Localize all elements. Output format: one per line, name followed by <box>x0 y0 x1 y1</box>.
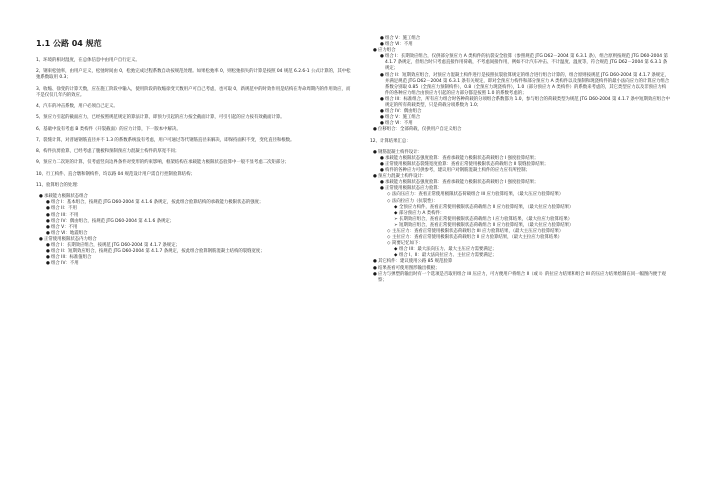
bullet-icon: ● <box>46 200 50 206</box>
bullet-icon: ● <box>46 230 50 236</box>
list-item-text: 位移组合：全部荷载，仅供用户自定义组合 <box>378 127 462 133</box>
list-item-text: 组合 IV：偶由组合，按规范 JTG D60-2004 第 4.1.6 条规定； <box>51 218 175 224</box>
bullet-icon: ➢ <box>394 222 398 228</box>
section-title: 1.1 公路 04 规范 <box>36 39 102 48</box>
list-item-text: 组合 III：最大法向压力、最大主压应力需要满足； <box>399 247 497 253</box>
bullet-icon: ◇ <box>387 241 391 247</box>
list-item <box>370 73 670 97</box>
list-item-text: 法向拉应力（抗裂性）： <box>392 198 439 204</box>
right-combination-list <box>370 36 670 134</box>
paragraph: 7、裂缝计算，对普通钢筋直径并不 1.3 的系数系统没有考虑，用户可通过等代钢筋直径来解决，即保持面积不变，变化直径和根数。 <box>36 137 295 143</box>
bullet-icon: ◇ <box>387 235 391 241</box>
list-item-text: 组合 I：长期效应组合，仅供部分预应力 A 类构件的抗裂安全验算（参照规范 JTG D62－2004 第 6.3.1 条），组合原则按规范 JTG D60-2004 第 4.1.7 条规定，但组合时只考虑直接作用荷载，不考虑间接作用，例如不计汽车冲击、不计温度、温度等，符合规范 JTG D62－2004 第 6.3.1 条规定； <box>385 54 668 72</box>
list-item-text: 结果查看可使用图形输出模板； <box>378 265 440 271</box>
bullet-icon: ● <box>46 212 50 218</box>
bullet-icon: ● <box>46 249 50 255</box>
bullet-icon: ➢ <box>394 216 398 222</box>
left-column <box>36 38 354 267</box>
list-item-text: 简要记忆如下： <box>392 241 423 247</box>
list-item-text: 组合 I：基本组合，按规范 JTG D60-2004 第 4.1.6 条规定，按此组合验算结构的承载能力极限状态的强度； <box>51 200 264 206</box>
bullet-icon: ● <box>380 180 384 186</box>
bullet-icon: ● <box>380 168 384 174</box>
bullet-icon: ● <box>380 121 384 127</box>
bullet-icon: ◆ <box>394 210 398 216</box>
bullet-icon: ● <box>380 161 384 167</box>
list-item-text: 应力与弹塑的输出时有一个选项是否取用组合 III 压应力，可方便用户将组合 II（或 I）的拉应力结果和组合 III 的压应力结果绘制在同一幅图内便于观察； <box>378 271 666 283</box>
bullet-icon: ● <box>46 218 50 224</box>
bullet-icon: ● <box>373 149 377 155</box>
list-item-text: 长期效应组合，查看正常使用极限状态荷载组合 I 应力验算结果，（最大拉应力验算结果） <box>399 216 573 222</box>
bullet-icon: ◇ <box>387 198 391 204</box>
list-item-text: 组合 IV：偶由组合 <box>385 109 422 115</box>
list-item-text: 组合 II：短期效应组合，对预应力混凝土构件进行是按照抗裂验算规定的组合进行组合计算的，组合原则按规范 JTG D60-2004 第 4.1.7 条规定，并满足规范 JTG D62－2004 第 6.3.1 条有关规定，即对全预应力构件和部分预应力 A 类构件以及预制和现浇构件的最小法向应力的计算应力组合系数分别取 0.85（全预应力预制构件），0.8（全预应力现浇构件），1.0（部分预应力 A 类构件）的系数来考虑的，其它类型应力以及非预应力构件的各种应力组合由预应力引起的应力部分都是按照 1.0 的系数考虑的； <box>385 72 670 96</box>
list-item-text: 组合 I、II：最大法向拉应力、主拉应力需要满足； <box>399 253 497 259</box>
bullet-icon: ● <box>373 265 377 271</box>
left-combination-list <box>36 194 354 267</box>
bullet-icon: ◆ <box>394 204 398 210</box>
list-item-text: 全预应力构件，查看正常使用极限状态荷载组合 II 应力验算结果，（最大拉应力验算结果） <box>399 204 574 210</box>
paragraph: 11、验算组合的处理： <box>36 183 82 188</box>
bullet-icon: ● <box>380 186 384 192</box>
list-item <box>36 261 354 267</box>
list-item-text: 组合 I：长期效应组合，按规范 JTG D60-2004 第 4.1.7 条规定； <box>51 243 180 249</box>
bullet-icon: ● <box>39 194 43 200</box>
bullet-icon: ◆ <box>394 247 398 253</box>
bullet-icon: ● <box>380 96 384 102</box>
paragraph: 2、钢束松弛率，由用户定义，松弛时间由 0，松弛完成过程系数自动按规范处理。如果松弛率 0，则松弛损失的计算是按照 04 规范 6.2.6-1 公式计算的，其中松弛系数取用 0.3； <box>36 69 351 81</box>
list-item-text: 钢筋混凝土构件设计： <box>378 149 422 155</box>
right-column <box>370 36 670 284</box>
list-item-text: 组合 IV：不用 <box>51 261 79 267</box>
list-item-text: 预应力混凝土构件设计： <box>378 174 427 180</box>
bullet-icon: ● <box>380 155 384 161</box>
bullet-icon: ● <box>46 243 50 249</box>
bullet-icon: ● <box>380 115 384 121</box>
paragraph: 5、预应力引起的截面应力，已经按照规范规定的算法计算，即预力引起的应力按全截面计算，可引引起的应力按有效截面计算。 <box>36 115 285 121</box>
list-item-text: 主压应力：查看正常使用极限状态荷载组合 III 应力验算结果，（最大主压应力验算结果） <box>392 229 564 234</box>
list-item-text: 应力组合 <box>378 48 396 54</box>
list-item-text: 组合 V：施工组合 <box>385 36 421 41</box>
paragraph: 9、预应力二次矩的计算，仅考虑竖向边界条件对变形的约束影响，框架结构在承载能力极限状态验算中一般不显考虑二次矩部分； <box>36 160 290 166</box>
list-item-text: 正常使用极限状态裂缝宽度验算：查看正常使用极限状态荷载组合 II 裂缝验算结果； <box>385 161 549 167</box>
list-item-text: 承载能力极限状态强度验算：查看承载能力极限状态荷载组合 I 强度验算结果； <box>385 180 539 186</box>
bullet-icon: ● <box>373 127 377 133</box>
results-heading: 12、计算结果汇总： <box>370 138 411 144</box>
list-item <box>370 127 670 133</box>
bullet-icon: ● <box>380 42 384 48</box>
bullet-icon: ● <box>46 255 50 261</box>
paragraph: 10、行工构件、直合墩和钢构件，均以路 04 规范设计用户需自行控制验算结构； <box>36 171 195 177</box>
results-list <box>370 150 670 284</box>
list-item-text: 组合 VI：不用 <box>385 121 413 127</box>
list-item <box>370 97 670 109</box>
paragraph: 3、收缩、徐变的计算天数，应在施工阶段中输入，使用阶段的收缩徐变天数用户可自己考虑，也可取 0，新规范中的时效作用是结构在寿命周期内的作用效应，而不是仅仅几年内的效应。 <box>36 86 351 98</box>
list-item-text: 正常使用极限状态应力验算： <box>385 186 443 192</box>
bullet-icon: ● <box>380 109 384 115</box>
list-item-text: 组合 VI：地震组合 <box>51 230 88 236</box>
list-item-text: 短期效应组合，查看正常使用极限状态荷载组合 II 应力验算结果，（最大拉应力验算结果） <box>399 222 574 228</box>
list-item-text: 组合 V：施工组合 <box>385 115 421 121</box>
list-item-text: 组合 II：短期效应组合，按规范 JTG D60-2004 第 4.1.7 条规定，按此组合验算钢筋混凝土结构的裂缝宽度； <box>51 249 265 255</box>
list-item-text: 组合 III：标准组合，所有应力组合时各种荷载的分项组合系数都为 1.0，参与组合的荷载类型为规范 JTG D60-2004 第 4.1.7 条中短期效应组合中规定的所有荷载类型，只是荷载分项系数为 1.0； <box>385 96 670 109</box>
bullet-icon: ● <box>373 48 377 54</box>
bullet-icon: ● <box>39 236 43 242</box>
bullet-icon: ● <box>380 54 384 60</box>
bullet-icon: ◇ <box>387 192 391 198</box>
list-item-text: 组合 II：不用 <box>51 206 77 212</box>
list-item-text: 主拉应力：查看正常使用极限状态荷载组合 II 应力验算结果，（最大主拉应力验算结果） <box>392 235 563 241</box>
paragraph: 6、基础中没有考虑 B 类构件（开裂截面）的应力计算，下一版本中解决。 <box>36 126 181 132</box>
bullet-icon: ● <box>380 36 384 41</box>
bullet-icon: ● <box>373 259 377 265</box>
list-item-text: 承载能力极限状态强度验算：查看承载能力极限状态荷载组合 I 强度验算结果； <box>385 155 539 161</box>
list-item-text: 组合 V：不用 <box>51 224 78 230</box>
bullet-icon: ● <box>46 261 50 267</box>
bullet-icon: ● <box>373 271 377 277</box>
bullet-icon: ◆ <box>394 253 398 259</box>
list-item <box>370 54 670 72</box>
list-item-text: 组合 III：不用 <box>51 212 79 218</box>
bullet-icon: ● <box>46 224 50 230</box>
left-paragraphs <box>36 58 354 189</box>
list-item-text: 构件的各种应力可供参考，建议用户对钢筋混凝土构件的应力应有所控制； <box>385 168 530 174</box>
bullet-icon: ◇ <box>387 229 391 234</box>
paragraph: 8、构件抗剪验算，已经考虑了腹板和预制预应力混凝土构件的厚宽不同； <box>36 149 180 155</box>
paragraph: 4、汽车的冲击系数，用户必须自己定义。 <box>36 104 118 110</box>
list-item <box>370 272 670 284</box>
bullet-icon: ● <box>373 174 377 180</box>
list-item-text: 组合 III：标准值组合 <box>51 255 92 261</box>
list-item-text: 其它构件：建议使用公路 85 规范验算 <box>378 259 453 265</box>
paragraph: 1、环境的相对湿度，在总体信息中由用户自行定义。 <box>36 58 140 63</box>
list-item-text: 组合 VI：不用 <box>385 42 413 48</box>
list-item-text: 正常使用极限状态内力组合 <box>44 236 97 242</box>
list-item-text: 承载能力极限状态组合 <box>44 194 88 200</box>
bullet-icon: ● <box>380 72 384 78</box>
list-item-text: 部分预应力 A 类构件： <box>399 210 445 216</box>
list-item-text: 法向压应力：查看正常使用极限状态荷载组合 III 应力验算结果，（最大压应力验算结果） <box>392 192 564 198</box>
bullet-icon: ● <box>46 206 50 212</box>
